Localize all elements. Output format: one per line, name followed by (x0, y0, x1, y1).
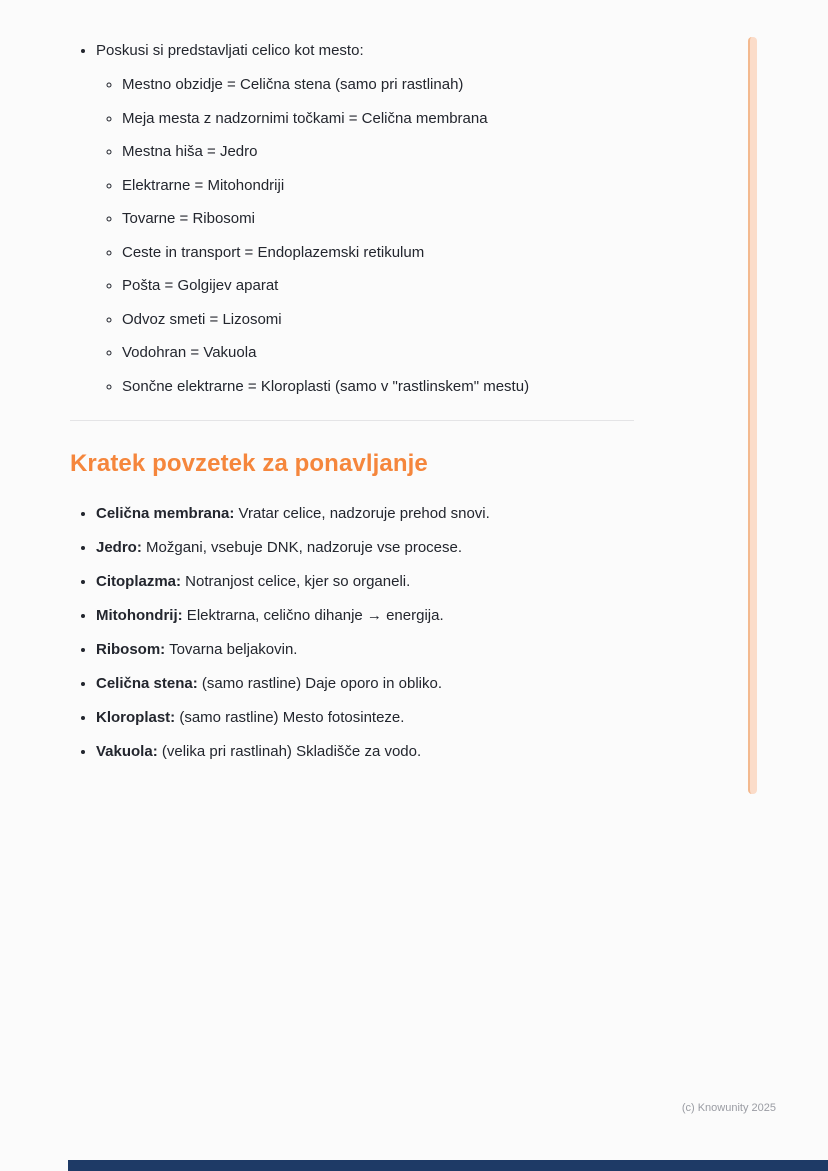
summary-term: Ribosom: (96, 640, 166, 658)
bottom-bar (68, 1160, 828, 1171)
summary-desc: (samo rastline) Mesto fotosinteze. (175, 708, 405, 726)
analogy-lead-item (96, 40, 635, 397)
summary-desc: (velika pri rastlinah) Skladišče za vodo. (157, 742, 422, 760)
summary-term: Jedro: (96, 538, 142, 556)
summary-term: Celična membrana: (96, 504, 235, 522)
summary-item (96, 571, 635, 592)
summary-desc: (samo rastline) Daje oporo in obliko. (197, 674, 442, 692)
summary-item (96, 503, 635, 524)
list-item: ◦ Vodohran = Vakuola (122, 342, 635, 363)
list-item: ◦ Sončne elektrarne = Kloroplasti (samo v "rastlinskem" mestu) (122, 376, 635, 397)
vertical-accent-bar (748, 37, 757, 794)
summary-desc: Vratar celice, nadzoruje prehod snovi. (234, 504, 490, 522)
analogy-lead-text: Poskusi si predstavljati celico kot mesto: (96, 42, 364, 59)
summary-term: Citoplazma: (96, 572, 182, 590)
summary-desc: Tovarna beljakovin. (165, 640, 298, 658)
summary-item (96, 639, 635, 660)
summary-desc: Notranjost celice, kjer so organeli. (181, 572, 411, 590)
summary-term: Mitohondrij: (96, 606, 183, 624)
summary-item (96, 741, 635, 762)
summary-item (96, 707, 635, 728)
footer-copyright: (c) Knowunity 2025 (681, 1102, 776, 1114)
summary-term: Celična stena: (96, 674, 198, 692)
list-item: ◦ Meja mesta z nadzornimi točkami = Celična membrana (122, 108, 635, 129)
list-item: ◦ Elektrarne = Mitohondriji (122, 175, 635, 196)
summary-item (96, 673, 635, 694)
summary-list (70, 503, 635, 762)
summary-item (96, 605, 635, 626)
summary-desc: Elektrarna, celično dihanje → energija. (182, 606, 444, 624)
summary-item (96, 537, 635, 558)
list-item: ◦ Ceste in transport = Endoplazemski retikulum (122, 242, 635, 263)
list-item: ◦ Pošta = Golgijev aparat (122, 275, 635, 296)
section-heading: Kratek povzetek za ponavljanje (70, 449, 428, 477)
summary-desc: Možgani, vsebuje DNK, nadzoruje vse procese. (141, 538, 463, 556)
section-divider (70, 420, 634, 421)
document-content (70, 40, 635, 775)
summary-term: Vakuola: (96, 742, 158, 760)
summary-term: Kloroplast: (96, 708, 176, 726)
list-item: ◦ Mestno obzidje = Celična stena (samo pri rastlinah) (122, 74, 635, 95)
analogy-sublist (96, 74, 635, 397)
list-item: ◦ Odvoz smeti = Lizosomi (122, 309, 635, 330)
list-item: ◦ Mestna hiša = Jedro (122, 141, 635, 162)
list-item: ◦ Tovarne = Ribosomi (122, 208, 635, 229)
analogy-list (70, 40, 635, 397)
